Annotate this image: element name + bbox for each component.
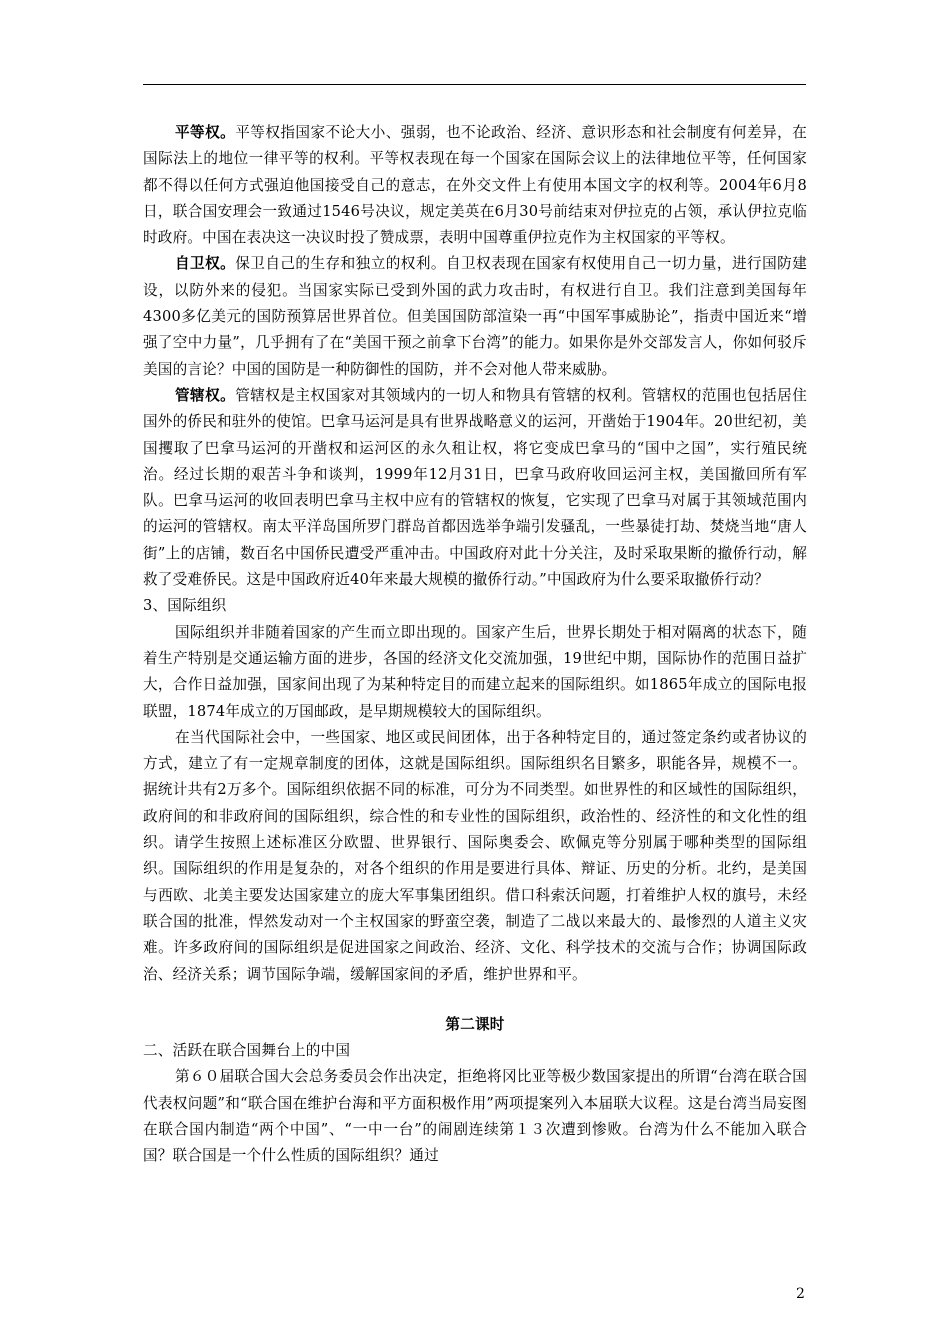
paragraph-un-general-assembly: 第６０届联合国大会总务委员会作出决定，拒绝将冈比亚等极少数国家提出的所谓“台湾在联合国代表权问题”和“联合国在维护台海和平方面积极作用”两项提案列入本届联大议程。这是台湾当局妄图在联合国内制造“两个中国”、“一中一台”的闹剧连续第１３次遭到惨败。台湾为什么不能加入联合国？联合国是一个什么性质的国际组织？通过	[143, 1068, 807, 1165]
header-rule	[143, 84, 806, 85]
paragraph-text: 平等权指国家不论大小、强弱，也不论政治、经济、意识形态和社会制度有何差异，在国际法上的地位一律平等的权利。平等权表现在每一个国家在国际会议上的法律地位平等，任何国家都不得以任何方式强迫他国接受自己的意志，在外交文件上有使用本国文字的权利等。2004年6月8日，联合国安理会一致通过1546号决议，规定美英在6月30号前结束对伊拉克的占领，承认伊拉克临时政府。中国在表决这一决议时投了赞成票，表明中国尊重伊拉克作为主权国家的平等权。	[143, 124, 807, 247]
paragraph-text: 管辖权是主权国家对其领域内的一切人和物具有管辖的权利。管辖权的范围也包括居住国外的侨民和驻外的使馆。巴拿马运河是具有世界战略意义的运河，开凿始于1904年。20世纪初，美国攫取了巴拿马运河的开凿权和运河区的永久租让权，将它变成巴拿马的“国中之国”，实行殖民统治。经过长期的艰苦斗争和谈判，1999年12月31日，巴拿马政府收回运河主权，美国撤回所有军队。巴拿马运河的收回表明巴拿马主权中应有的管辖权的恢复，它实现了巴拿马对属于其领域范围内的运河的管辖权。南太平洋岛国所罗门群岛首都因选举争端引发骚乱，一些暴徒打劫、焚烧当地“唐人街”上的店铺，数百名中国侨民遭受严重冲击。中国政府对此十分关注，及时采取果断的撤侨行动，解救了受难侨民。这是中国政府近40年来最大规模的撤侨行动。”中国政府为什么要采取撤侨行动？	[143, 386, 807, 589]
term-jurisdiction-right: 管辖权。	[175, 386, 236, 404]
paragraph-self-defense-right	[143, 251, 807, 382]
section-heading-international-organizations: 3、国际组织	[143, 597, 227, 615]
paragraph-org-history: 国际组织并非随着国家的产生而立即出现的。国家产生后，世界长期处于相对隔离的状态下，随着生产特别是交通运输方面的进步，各国的经济文化交流加强，19世纪中期，国际协作的范围日益扩大，合作日益加强，国家间出现了为某种特定目的而建立起来的国际组织。如1865年成立的国际电报联盟，1874年成立的万国邮政，是早期规模较大的国际组织。	[143, 623, 807, 720]
paragraph-org-definition: 在当代国际社会中，一些国家、地区或民间团体，出于各种特定目的，通过签定条约或者协议的方式，建立了有一定规章制度的团体，这就是国际组织。国际组织名目繁多，职能各异，规模不一。据统计共有2万多个。国际组织依据不同的标准，可分为不同类型。如世界性的和区域性的国际组织，政府间的和非政府间的国际组织，综合性的和专业性的国际组织，政治性的、经济性的和文化性的组织。请学生按照上述标准区分欧盟、世界银行、国际奥委会、欧佩克等分别属于哪种类型的国际组织。国际组织的作用是复杂的，对各个组织的作用是要进行具体、辩证、历史的分析。北约，是美国与西欧、北美主要发达国家建立的庞大军事集团组织。借口科索沃问题，打着维护人权的旗号，未经联合国的批准，悍然发动对一个主权国家的野蛮空袭，制造了二战以来最大的、最惨烈的人道主义灾难。许多政府间的国际组织是促进国家之间政治、经济、文化、科学技术的交流与合作；协调国际政治、经济关系；调节国际争端，缓解国家间的矛盾，维护世界和平。	[143, 728, 807, 983]
lesson-title: 第二课时	[445, 1015, 505, 1033]
paragraph-text: 保卫自己的生存和独立的权利。自卫权表现在国家有权使用自己一切力量，进行国防建设，以防外来的侵犯。当国家实际已受到外国的武力攻击时，有权进行自卫。我们注意到美国每年4300多亿美元的国防预算居世界首位。但美国国防部渲染一再“中国军事威胁论”，指责中国近来“增强了空中力量”，几乎拥有了在“美国干预之前拿下台湾”的能力。如果你是外交部发言人，你如何驳斥美国的言论？中国的国防是一种防御性的国防，并不会对他人带来威胁。	[143, 255, 807, 378]
paragraph-jurisdiction-right	[143, 383, 807, 593]
term-self-defense-right: 自卫权。	[175, 255, 236, 273]
document-body	[143, 120, 807, 1170]
section-heading-china-un: 二、活跃在联合国舞台上的中国	[143, 1042, 351, 1060]
term-equality-right: 平等权。	[175, 124, 236, 141]
page-number: 2	[796, 1286, 805, 1302]
paragraph-equality-right	[143, 120, 807, 251]
